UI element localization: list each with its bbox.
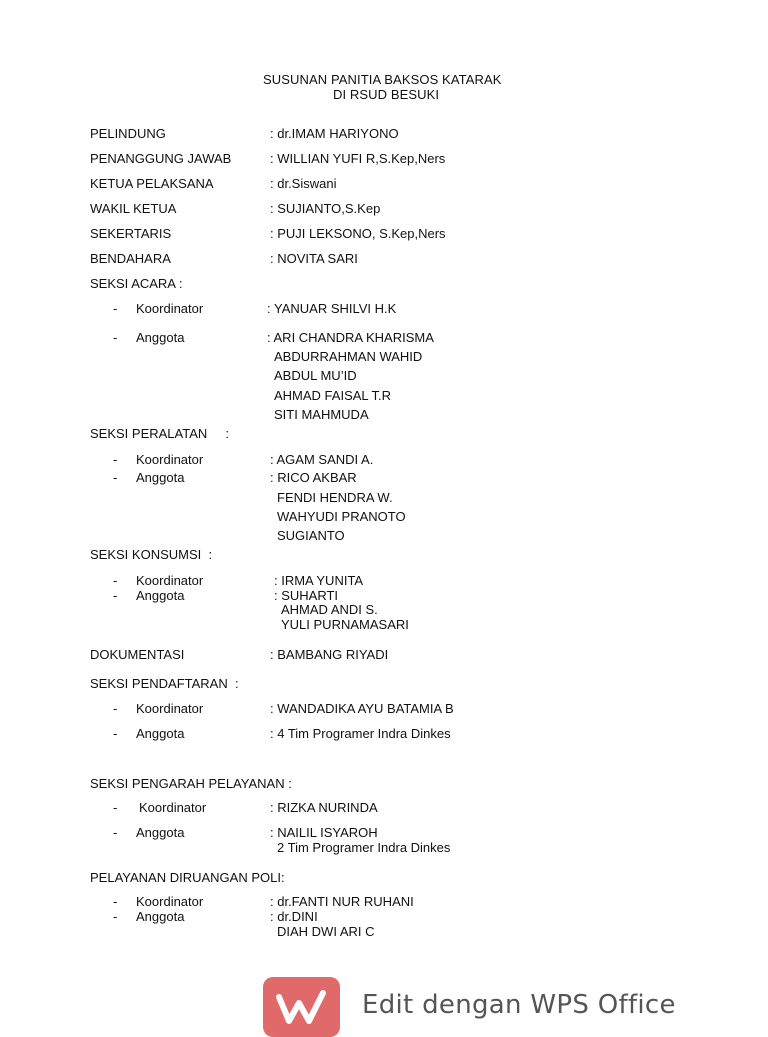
wakil-value: : SUJIANTO,S.Kep [270,201,381,216]
pelayanan-poli-anggota-item: DIAH DWI ARI C [277,924,375,939]
bullet: - [113,588,118,603]
seksi-pengarah-koordinator-label: Koordinator [139,800,207,815]
seksi-acara-anggota-label: Anggota [136,330,185,345]
seksi-peralatan-koordinator-value: : AGAM SANDI A. [270,452,374,467]
seksi-konsumsi-koordinator-value: : IRMA YUNITA [274,573,364,588]
seksi-pendaftaran-koordinator-value: : WANDADIKA AYU BATAMIA B [270,701,454,716]
pelindung-value: : dr.IMAM HARIYONO [270,126,399,141]
seksi-pendaftaran-anggota-value: : 4 Tim Programer Indra Dinkes [270,726,451,741]
bullet: - [113,470,118,485]
document-subtitle: DI RSUD BESUKI [333,87,440,102]
bullet: - [113,330,118,345]
bullet: - [113,726,118,741]
wakil-label: WAKIL KETUA [90,201,177,216]
bendahara-value: : NOVITA SARI [270,251,358,266]
bendahara-label: BENDAHARA [90,251,171,266]
pelayanan-poli-anggota-item: : dr.DINI [270,909,318,924]
seksi-pengarah-anggota-label: Anggota [136,825,185,840]
seksi-pendaftaran-koordinator-label: Koordinator [136,701,204,716]
seksi-peralatan-anggota-item: : RICO AKBAR [270,470,357,485]
edit-with-wps-banner[interactable]: Edit dengan WPS Office [362,990,676,1020]
seksi-pengarah-heading: SEKSI PENGARAH PELAYANAN : [90,776,292,791]
dokumentasi-label: DOKUMENTASI [90,647,185,662]
bullet: - [113,573,118,588]
wps-w-mark-icon [273,987,330,1027]
bullet: - [113,825,118,840]
seksi-konsumsi-anggota-label: Anggota [136,588,185,603]
seksi-peralatan-anggota-item: SUGIANTO [277,528,345,543]
seksi-konsumsi-anggota-item: : SUHARTI [274,588,339,603]
bullet: - [113,894,118,909]
pelayanan-poli-koordinator-label: Koordinator [136,894,204,909]
penanggung-jawab-label: PENANGGUNG JAWAB [90,151,232,166]
pelindung-label: PELINDUNG [90,126,166,141]
seksi-peralatan-anggota-label: Anggota [136,470,185,485]
pelayanan-poli-anggota-label: Anggota [136,909,185,924]
seksi-pendaftaran-anggota-label: Anggota [136,726,185,741]
ketua-value: : dr.Siswani [270,176,337,191]
sekretaris-value: : PUJI LEKSONO, S.Kep,Ners [270,226,446,241]
bullet: - [113,452,118,467]
seksi-konsumsi-anggota-item: AHMAD ANDI S. [281,602,378,617]
seksi-pendaftaran-heading: SEKSI PENDAFTARAN : [90,676,239,691]
seksi-acara-anggota-item: SITI MAHMUDA [274,407,369,422]
dokumentasi-value: : BAMBANG RIYADI [270,647,389,662]
seksi-peralatan-anggota-item: WAHYUDI PRANOTO [277,509,406,524]
bullet: - [113,701,118,716]
bullet: - [113,301,118,316]
seksi-acara-anggota-item: ABDUL MU’ID [274,368,357,383]
bullet: - [113,909,118,924]
seksi-peralatan-heading: SEKSI PERALATAN : [90,426,229,441]
pelayanan-poli-koordinator-value: : dr.FANTI NUR RUHANI [270,894,414,909]
bullet: - [113,800,118,815]
sekretaris-label: SEKERTARIS [90,226,172,241]
seksi-konsumsi-koordinator-label: Koordinator [136,573,204,588]
ketua-label: KETUA PELAKSANA [90,176,214,191]
seksi-acara-anggota-item: : ARI CHANDRA KHARISMA [267,330,434,345]
seksi-pengarah-anggota-item: : NAILIL ISYAROH [270,825,378,840]
seksi-acara-anggota-item: ABDURRAHMAN WAHID [274,349,423,364]
seksi-acara-anggota-item: AHMAD FAISAL T.R [274,388,392,403]
penanggung-jawab-value: : WILLIAN YUFI R,S.Kep,Ners [270,151,446,166]
document-title: SUSUNAN PANITIA BAKSOS KATARAK [263,72,502,87]
seksi-pengarah-koordinator-value: : RIZKA NURINDA [270,800,378,815]
seksi-pengarah-anggota-item: 2 Tim Programer Indra Dinkes [277,840,451,855]
seksi-konsumsi-anggota-item: YULI PURNAMASARI [281,617,409,632]
seksi-acara-heading: SEKSI ACARA : [90,276,183,291]
seksi-konsumsi-heading: SEKSI KONSUMSI : [90,547,213,562]
seksi-acara-koordinator-value: : YANUAR SHILVI H.K [267,301,397,316]
seksi-peralatan-anggota-item: FENDI HENDRA W. [277,490,393,505]
wps-logo-icon[interactable] [263,977,340,1037]
seksi-acara-koordinator-label: Koordinator [136,301,204,316]
seksi-peralatan-koordinator-label: Koordinator [136,452,204,467]
pelayanan-poli-heading: PELAYANAN DIRUANGAN POLI: [90,870,285,885]
